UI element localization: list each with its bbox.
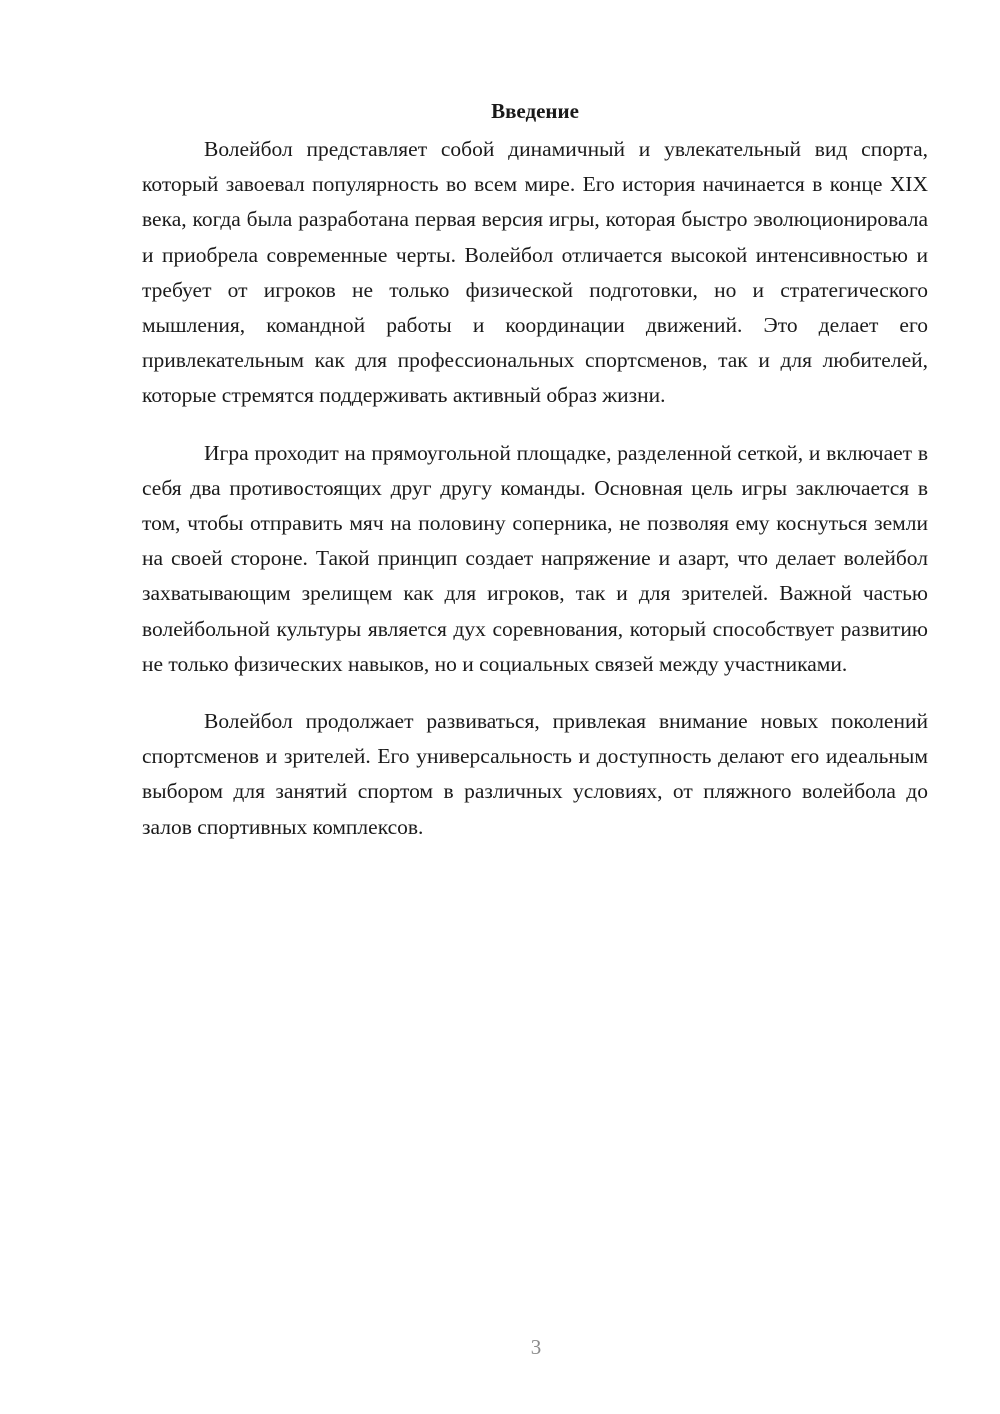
page-content [142, 96, 928, 867]
page-number: 3 [530, 1335, 542, 1359]
section-heading: Введение [491, 99, 579, 123]
paragraph-2: Игра проходит на прямоугольной площадке, разделенной сеткой, и включает в себя два противостоящих друг другу команды. Основная цель игры заключается в том, чтобы отправить мяч на половину соперника, не позволяя ему коснуться земли на своей стороне. Такой принцип создает напряжение и азарт, что делает волейбол захватывающим зрелищем как для игроков, так и для зрителей. Важной частью волейбольной культуры является дух соревнования, который способствует развитию не только физических навыков, но и социальных связей между участниками. [142, 440, 928, 676]
paragraph-1: Волейбол представляет собой динамичный и увлекательный вид спорта, который завоевал популярность во всем мире. Его история начинается в конце XIX века, когда была разработана первая версия игры, которая быстро эволюционировала и приобрела современные черты. Волейбол отличается высокой интенсивностью и требует от игроков не только физической подготовки, но и стратегического мышления, командной работы и координации движений. Это делает его привлекательным как для профессиональных спортсменов, так и для любителей, которые стремятся поддерживать активный образ жизни. [142, 137, 928, 408]
paragraph-3: Волейбол продолжает развиваться, привлекая внимание новых поколений спортсменов и зрителей. Его универсальность и доступность делают его идеальным выбором для занятий спортом в различных условиях, от пляжного волейбола до залов спортивных комплексов. [142, 709, 928, 839]
